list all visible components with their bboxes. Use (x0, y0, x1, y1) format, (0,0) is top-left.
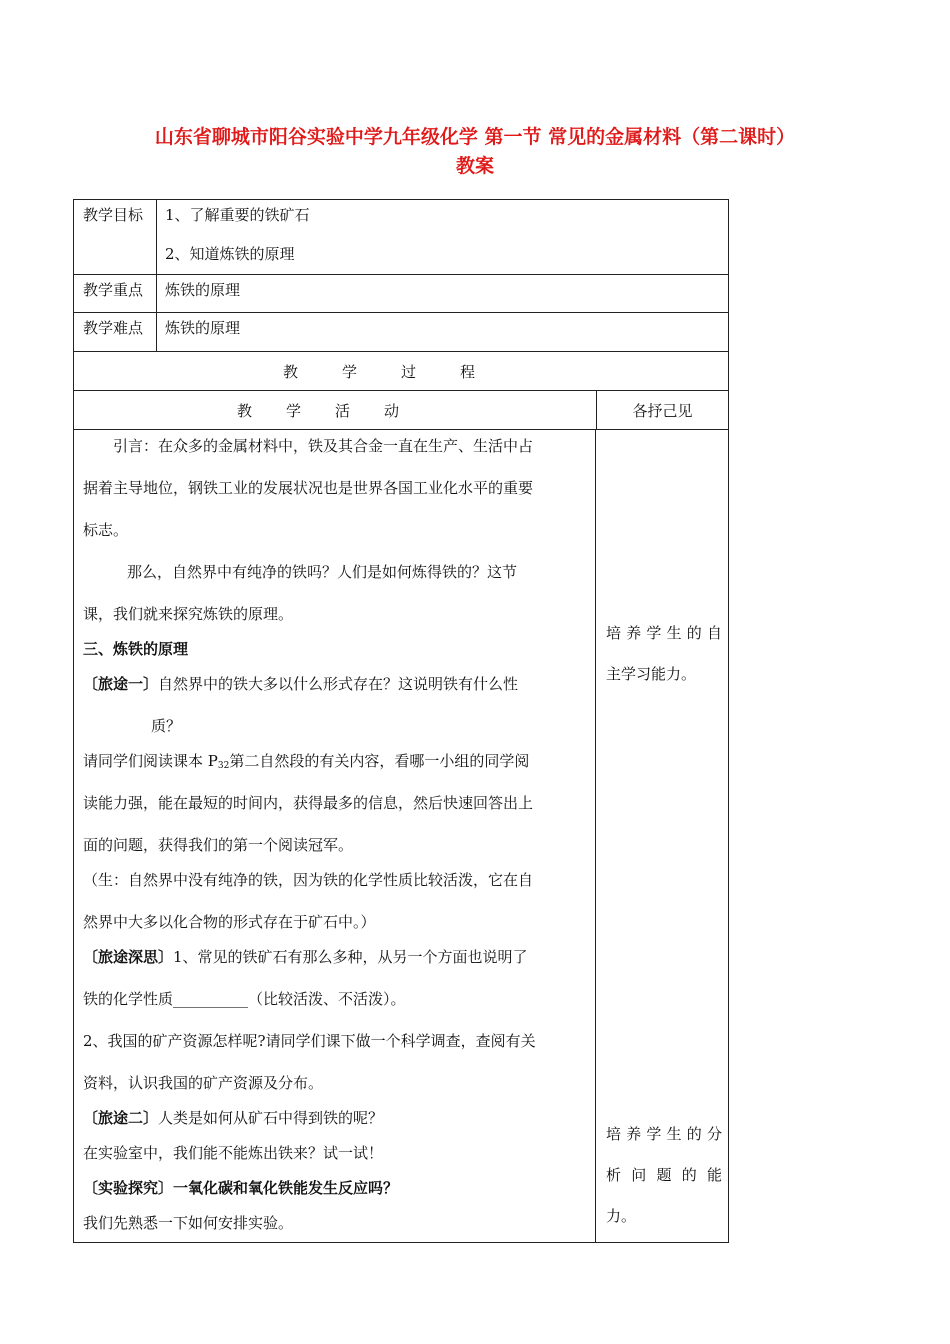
title-line-2: 教案 (455, 155, 494, 177)
experiment-line-2: 我们先熟悉一下如何安排实验。 (83, 1214, 294, 1232)
trip2-label: 〔旅途二〕 (83, 1109, 159, 1127)
activity-header-row (73, 390, 729, 429)
intro-line-1: 引言：在众多的金属材料中，铁及其合金一直在生产、生活中占 (113, 437, 534, 455)
goal-item-1: 1、了解重要的铁矿石 (165, 206, 310, 224)
intro-line-2: 据着主导地位，钢铁工业的发展状况也是世界各国工业化水平的重要 (83, 479, 534, 497)
goal-item-2: 2、知道炼铁的原理 (165, 245, 295, 263)
deep-line-3: 2、我国的矿产资源怎样呢?请同学们课下做一个科学调查，查阅有关 (83, 1032, 536, 1050)
title-line-1: 山东省聊城市阳谷实验中学九年级化学 第一节 常见的金属材料（第二课时） (154, 126, 796, 148)
note-1: 培养学生的自 主学习能力。 (606, 624, 722, 683)
activity-content (74, 430, 596, 1242)
activity-header: 教学活动 (74, 391, 597, 429)
deep-line-2: 铁的化学性质__________（比较活泼、不活泼）。 (83, 990, 406, 1008)
lesson-plan-table (73, 199, 729, 1243)
key-label: 教学重点 (74, 275, 157, 312)
goal-value (157, 200, 728, 274)
document-title (60, 123, 890, 181)
question-line-2: 课，我们就来探究炼铁的原理。 (83, 605, 294, 623)
intro-line-3: 标志。 (83, 521, 129, 539)
goal-row (73, 199, 729, 274)
answer-line-1: （生：自然界中没有纯净的铁，因为铁的化学性质比较活泼，它在自 (83, 871, 534, 889)
experiment-line (83, 1175, 586, 1210)
difficulty-label: 教学难点 (74, 313, 157, 351)
experiment-label: 〔实验探究〕 (83, 1179, 174, 1197)
difficulty-row (73, 312, 729, 351)
deep-line-4: 资料，认识我国的矿产资源及分布。 (83, 1074, 324, 1092)
trip1-line (83, 671, 586, 713)
notes-content (596, 430, 728, 1242)
content-row (73, 429, 729, 1243)
difficulty-value: 炼铁的原理 (165, 319, 241, 337)
section-heading: 三、炼铁的原理 (83, 640, 189, 658)
goal-label: 教学目标 (74, 200, 157, 274)
trip1-label: 〔旅途一〕 (83, 675, 159, 693)
deep-line-1 (83, 944, 586, 986)
trip1-line-2: 质？ (151, 717, 182, 735)
read-line-3: 面的问题，获得我们的第一个阅读冠军。 (83, 836, 354, 854)
read-line-1: 请同学们阅读课本 $P_{32}$第二自然段的有关内容，看哪一小组的同学阅 (83, 752, 530, 771)
note-2: 培养学生的分 析问题的能 力。 (606, 1125, 722, 1225)
process-header-row (73, 351, 729, 390)
trip1-text: 自然界中的铁大多以什么形式存在？这说明铁有什么性 (158, 675, 519, 693)
notes-header: 各抒己见 (632, 401, 693, 420)
process-header: 教学过程 (282, 362, 519, 381)
lab-line: 在实验室中，我们能不能炼出铁来？试一试！ (83, 1144, 384, 1162)
deep-label: 〔旅途深思〕 (83, 948, 174, 966)
page-number-subscript: 32 (217, 761, 230, 771)
answer-line-2: 然界中大多以化合物的形式存在于矿石中。） (83, 913, 376, 931)
deep-text: 1、常见的铁矿石有那么多种，从另一个方面也说明了 (173, 948, 528, 966)
experiment-text: 一氧化碳和氧化铁能发生反应吗？ (173, 1179, 399, 1197)
trip2-line (83, 1105, 586, 1140)
question-line-1: 那么，自然界中有纯净的铁吗？人们是如何炼得铁的？这节 (127, 563, 518, 581)
trip2-text: 人类是如何从矿石中得到铁的呢？ (158, 1109, 384, 1127)
key-value: 炼铁的原理 (165, 281, 241, 299)
key-row (73, 274, 729, 312)
read-line-2: 读能力强，能在最短的时间内，获得最多的信息，然后快速回答出上 (83, 794, 534, 812)
